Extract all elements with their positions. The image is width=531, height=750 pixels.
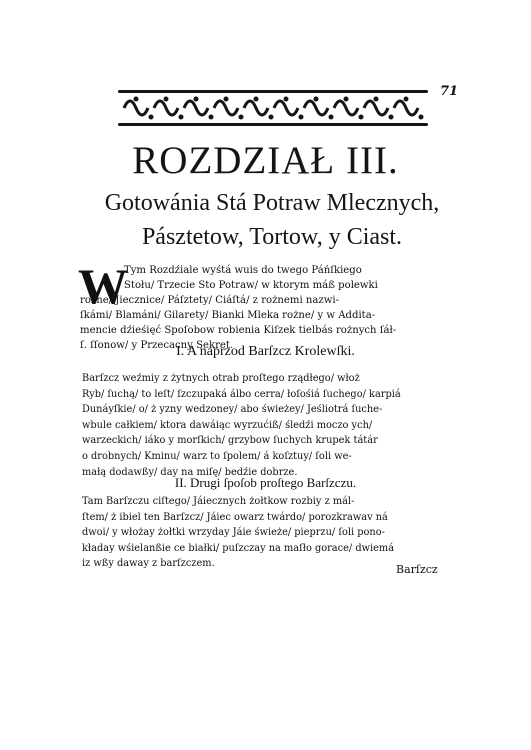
catchword: Barſzcz — [396, 563, 438, 576]
intro-paragraph — [78, 258, 468, 353]
section-heading-1: I. A naprzod Barſzcz Krolewſki. — [176, 344, 355, 359]
text-line: o drobnych/ Kminu/ warz to ſpolem/ á koſztuy/ ſoli we- — [82, 450, 352, 462]
text-line: mencie dźieśięć Spoſobow robienia Kiſzek tielbás rożnych ſáł- — [80, 325, 397, 336]
text-line: dwoi/ y włożay żołtki wrzyday Jáie świeże/ pieprzu/ ſoli pono- — [82, 527, 385, 539]
subtitle-line: Pásztetow, Tortow, y Ciast. — [141, 224, 403, 250]
text-line: małą dodawßy/ day na miſę/ bedźie dobrze. — [82, 466, 298, 478]
drop-cap: W — [78, 258, 128, 314]
text-line: kładay wśielanßie ce białki/ puſzczay na maſło gorace/ dwiemá — [82, 542, 395, 554]
text-line: Barſzcz weźmiy z żytnych otrab proſtego rządłego/ włoż — [82, 373, 360, 384]
text-line: Tym Rozdźiale wyśtá wuis do twego Páńſkiego — [124, 265, 362, 276]
section-1-paragraph — [82, 371, 468, 480]
page-number: 71 — [440, 84, 459, 99]
text-line: Tam Barſzczu ciſtego/ Jáiecznych żołtkow rozbiy z mál- — [82, 496, 355, 507]
text-line: ſtem/ ż ibiel ten Barſzcz/ Jáiec owarz twárdo/ porozkrawav ná — [82, 511, 388, 523]
text-line: Dunáyſkie/ o/ ż yzny wedzoney/ abo świeżey/ Jeśliotrá ſuche- — [82, 404, 383, 416]
text-line: ſkámi/ Blamáni/ Gilarety/ Bianki Mleka rożne/ y w Addita- — [80, 310, 376, 321]
text-line: rożne/ Jiecznice/ Páſztety/ Ciáſtá/ z rożnemi nazwi- — [80, 295, 340, 306]
chapter-title: ROZDZIAŁ III. — [132, 139, 399, 182]
chapter-subtitle — [72, 186, 472, 254]
section-2-paragraph — [82, 494, 468, 572]
section-heading-2: II. Drugi ſpoſob proſtego Barſzczu. — [174, 475, 357, 490]
text-line: Ryb/ ſuchą/ to leſt/ ſzczupaká álbo cerra/ łoſośiá ſuchego/ karpiá — [82, 388, 401, 400]
text-line: Stołu/ Trzecie Sto Potraw/ w ktorym máß polewki — [124, 280, 378, 291]
text-line: warzeckich/ iáko y morſkich/ grzybow ſuchych krupek tátár — [82, 435, 378, 447]
subtitle-line: Gotowánia Stá Potraw Mlecznych, — [104, 190, 440, 216]
text-line: wbule całkiem/ ktora dawáiąc wyrzućiß/ śledźi moczo ych/ — [82, 419, 373, 431]
text-line: iz wßy daway z barſzczem. — [82, 558, 215, 570]
ornament-headpiece-icon — [118, 86, 428, 130]
text-line: ſ. ſſonow/ y Przecacny Sekret. — [80, 340, 234, 351]
